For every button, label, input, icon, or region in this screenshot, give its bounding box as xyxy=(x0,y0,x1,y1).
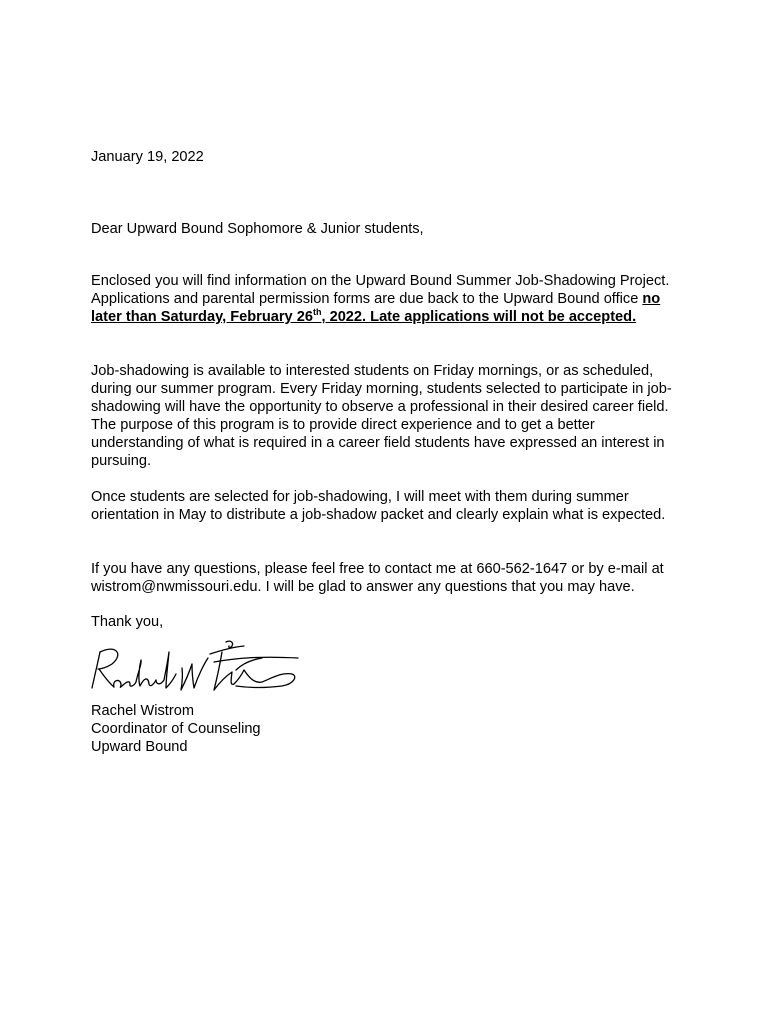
letter-date: January 19, 2022 xyxy=(91,149,204,165)
deadline-text-start: no later than Saturday, February 26 xyxy=(91,291,661,325)
deadline-text-end: , 2022. Late applications will not be accepted. xyxy=(321,309,637,325)
signer-name: Rachel Wistrom xyxy=(91,703,194,719)
handwritten-signature xyxy=(86,638,306,704)
paragraph-selection: Once students are selected for job-shadowing, I will meet with them during summer orientation in May to distribute a job-shadow packet and clearly explain what is expected. xyxy=(91,489,666,523)
signer-organization: Upward Bound xyxy=(91,739,188,755)
letter-salutation: Dear Upward Bound Sophomore & Junior students, xyxy=(91,221,424,237)
deadline-ordinal: th xyxy=(312,307,322,318)
letter-closing: Thank you, xyxy=(91,614,164,630)
signer-title: Coordinator of Counseling xyxy=(91,721,261,737)
paragraph-enclosed-text: Enclosed you will find information on the Upward Bound Summer Job-Shadowing Project. Applications and parental permission forms are due back to the Upward Bound office xyxy=(91,273,670,307)
paragraph-enclosed-info xyxy=(91,272,691,326)
paragraph-job-shadowing: Job-shadowing is available to interested students on Friday mornings, or as scheduled, during our summer program. Every Friday morning, students selected to participate in job-shadowing will have the opportunity to observe a professional in their desired career field. The purpose of this program is to provide direct experience and to get a better understanding of what is required in a career field students have expressed an interest in pursuing. xyxy=(91,363,672,469)
paragraph-contact: If you have any questions, please feel free to contact me at 660-562-1647 or by e-mail at wistrom@nwmissouri.edu. I will be glad to answer any questions that you may have. xyxy=(91,561,664,595)
